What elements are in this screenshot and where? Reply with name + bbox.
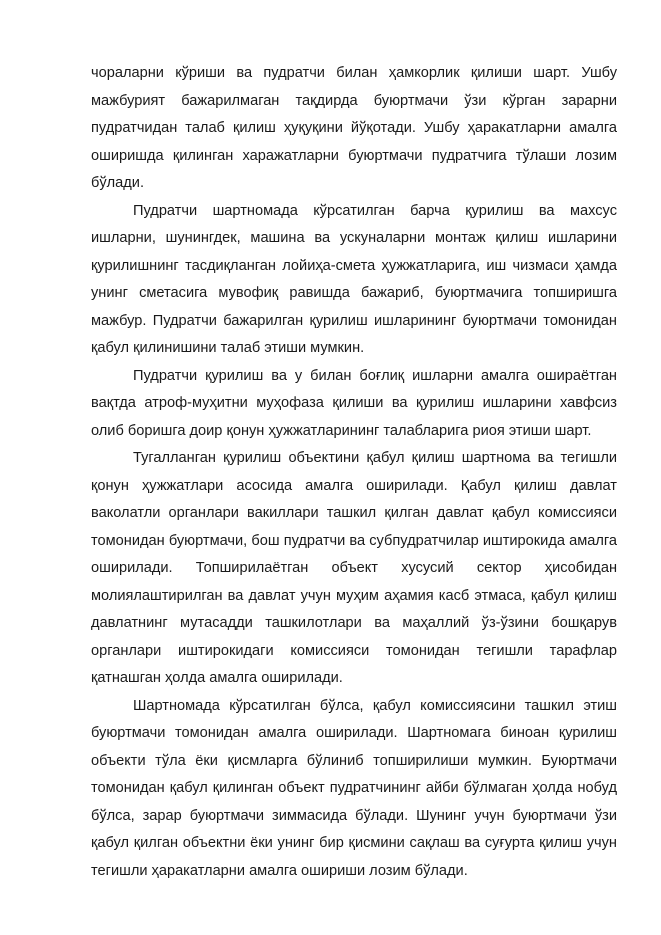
paragraph-4: Тугалланган қурилиш объектини қабул қилиш шартнома ва тегишли қонун ҳужжатлари асосида амалга оширилади. Қабул қилиш давлат ваколатли органлари вакиллари ташкил қилган давлат қабул комиссияси томонидан буюртмачи, бош пудратчи ва субпудратчилар иштирокида амалга оширилади. Топширилаётган объект хусусий сектор ҳисобидан молиялаштирилган ва давлат учун муҳим аҳамия касб этмаса, қабул қилиш давлатнинг мутасадди ташкилотлари ва маҳаллий ўз-ўзини бошқарув органлари иштирокидаги комиссияси томонидан тегишли тарафлар қатнашган ҳолда амалга оширилади. [91, 450, 617, 686]
paragraph-5: Шартномада кўрсатилган бўлса, қабул комиссиясини ташкил этиш буюртмачи томонидан амалга оширилади. Шартномага биноан қурилиш объекти тўла ёки қисмларга бўлиниб топширилиши мумкин. Буюртмачи томонидан қабул қилинган объект пудратчининг айби бўлмаган ҳолда нобуд бўлса, зарар буюртмачи зиммасида бўлади. Шунинг учун буюртмачи ўзи қабул қилган объектни ёки унинг бир қисмини сақлаш ва суғурта қилиш учун тегишли ҳаракатларни амалга ошириши лозим бўлади. [91, 697, 617, 879]
paragraph-1: чораларни кўриши ва пудратчи билан ҳамкорлик қилиши шарт. Ушбу мажбурият бажарилмаган тақдирда буюртмачи ўзи кўрган зарарни пудратчидан талаб қилиш ҳуқуқини йўқотади. Ушбу ҳаракатларни амалга оширишда қилинган харажатларни буюртмачи пудратчига тўлаши лозим бўлади. [91, 65, 617, 191]
document-body [91, 60, 617, 885]
paragraph-3: Пудратчи қурилиш ва у билан боғлиқ ишларни амалга ошираётган вақтда атроф-муҳитни муҳофаза қилиши ва қурилиш ишларини хавфсиз олиб боришга доир қонун ҳужжатларининг талабларига риоя этиши шарт. [91, 367, 617, 439]
paragraph-2: Пудратчи шартномада кўрсатилган барча қурилиш ва махсус ишларни, шунингдек, машина ва ускуналарни монтаж қилиш ишларини қурилишнинг тасдиқланган лойиҳа-смета ҳужжатларига, иш чизмаси ҳамда унинг сметасига мувофиқ равишда бажариб, буюртмачига топширишга мажбур. Пудратчи бажарилган қурилиш ишларининг буюртмачи томонидан қабул қилинишини талаб этиши мумкин. [91, 202, 617, 356]
